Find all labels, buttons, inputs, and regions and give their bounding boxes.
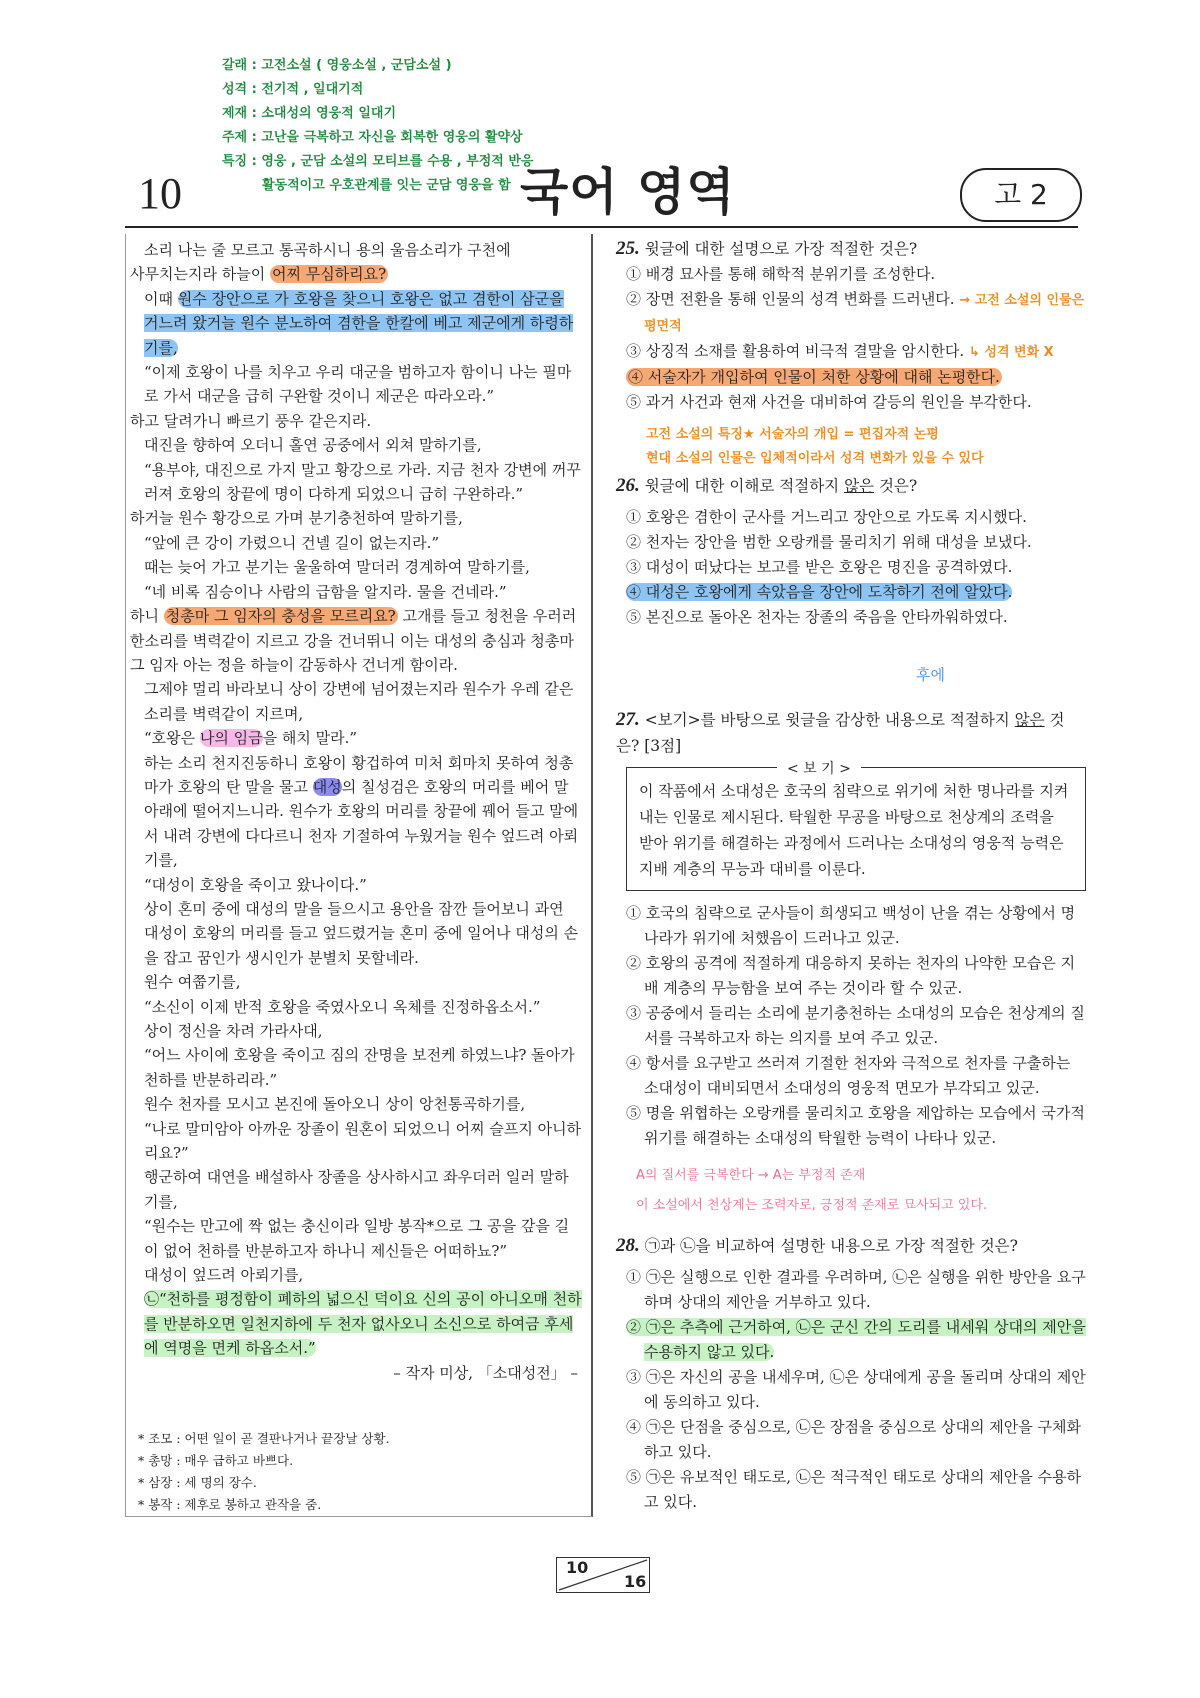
bogi-text: 이 작품에서 소대성은 호국의 침략으로 위기에 처한 명나라를 지켜내는 인물로 제시된다. 탁월한 무공을 바탕으로 천상계의 조력을 받아 위기를 해결하는 과정에서 드러나는 소대성의 영웅적 능력은 지배 계층의 무능과 대비를 이룬다. [639,782,1069,878]
passage-line: 하거늘 원수 황강으로 가며 분기충천하여 말하기를, [130,509,463,528]
q26-option-5[interactable]: ⑤ 본진으로 돌아온 천자는 장졸의 죽음을 안타까워하였다. [626,608,1008,626]
note-character: 성격 : 전기적 , 일대기적 [222,82,364,97]
bogi-title: < 보 기 > [777,756,861,782]
passage-line: 하니 청총마 그 임자의 충성을 모르리요? 고개를 들고 청천을 우러러 한소리를 벽력같이 지르고 강을 건너뛰니 이는 대성의 충심과 청총마 그 임자 아는 정을 하늘이 감동하사 건너게 함이라. [130,607,577,674]
passage-line: 사무치는지라 하늘이 어찌 무심하리요? [130,265,387,284]
passage-line: “이제 호왕이 나를 치우고 우리 대군을 범하고자 함이니 나는 필마로 가서 대군을 급히 구완할 것이니 제군은 따라오라.” [144,363,572,406]
passage-line: 상이 혼미 중에 대성의 말을 들으시고 용안을 잠깐 들어보니 과연 대성이 호왕의 머리를 들고 엎드렸거늘 혼미 중에 일어나 대성의 손을 잡고 꿈인가 생시인가 분별치 못할네라. [144,899,579,967]
q27-option-2[interactable]: ② 호왕의 공격에 적절하게 대응하지 못하는 천자의 나약한 모습은 지배 계층의 무능함을 보여 주는 것이라 할 수 있군. [626,954,1076,997]
total-pages: 16 [624,1572,647,1591]
passage-line: 원수 천자를 모시고 본진에 돌아오니 상이 앙천통곡하기를, [144,1095,526,1114]
q25-option-1[interactable]: ① 배경 묘사를 통해 해학적 분위기를 조성한다. [626,265,936,283]
passage-line: “어느 사이에 호왕을 죽이고 짐의 잔명을 보전케 하였느냐? 돌아가 천하를 반분하리라.” [144,1046,575,1089]
note-modern-character: 현대 소설의 인물은 입체적이라서 성격 변화가 있을 수 있다 [646,451,984,466]
footnotes [138,1428,578,1516]
passage-line: 하고 달려가니 빠르기 풍우 같은지라. [130,411,372,430]
passage-line: “대성이 호왕을 죽이고 왔나이다.” [144,875,367,894]
q27-notes [636,1161,1086,1221]
passage-line: 소리 나는 줄 모르고 통곡하시니 용의 울음소리가 구천에 [144,241,511,259]
q26-option-4[interactable]: ④ 대성은 호왕에게 속았음을 장안에 도착하기 전에 알았다. [626,583,1013,601]
passage-line [130,1287,582,1360]
note-heaven-positive: 이 소설에서 천상계는 조력자로, 긍정적 존재로 묘사되고 있다. [636,1198,988,1213]
q27-option-3[interactable]: ③ 공중에서 들리는 소리에 분기충천하는 소대성의 모습은 천상계의 질서를 극복하고자 하는 의지를 보여 주고 있군. [626,1004,1085,1047]
q25-option-2[interactable]: ② 장면 전환을 통해 인물의 성격 변화를 드러낸다. → 고전 소설의 인물은 평면적 [626,290,1085,334]
note-flat-character: → 고전 소설의 인물은 평면적 [644,293,1085,334]
note-theme: 주제 : 고난을 극복하고 자신을 회복한 영웅의 활약상 [222,130,523,145]
note-subject: 제재 : 소대성의 영웅적 일대기 [222,106,396,121]
footnote: * 조모 : 어떤 일이 곧 결판나거나 끝장날 상황. [138,1431,390,1446]
note-feature-2: 활동적이고 우호관계를 잇는 군담 영웅을 함 [262,178,511,193]
note-negative-entity: A의 질서를 극복한다 → A는 부정적 존재 [636,1168,866,1183]
q25-option-3[interactable]: ③ 상징적 소재를 활용하여 비극적 결말을 암시한다. ↳ 성격 변화 X [626,342,1054,360]
passage-line: 하는 소리 천지진동하니 호왕이 황겁하여 미처 회마치 못하여 청총마가 호왕의 탄 말을 물고 대성의 칠성검은 호왕의 머리를 베어 말 아래에 떨어지느니라. 원수가 호왕의 머리를 창끝에 꿰어 들고 말에서 내려 강변에 다다르니 천자 기절하여 누웠거늘 원수 엎드려 아뢰기를, [144,753,579,870]
question-25-stem: 25. 윗글에 대한 설명으로 가장 적절한 것은? [616,238,918,259]
passage-line: 때는 늦어 가고 분기는 울울하여 말더러 경계하여 말하기를, [144,558,530,577]
page-number: 10 [138,169,182,218]
q25-option-4[interactable]: ④ 서술자가 개입하여 인물이 처한 상황에 대해 논평한다. [628,368,1000,386]
q26-option-2[interactable]: ② 천자는 장안을 범한 오랑캐를 물리치기 위해 대성을 보냈다. [626,533,1032,551]
q28-option-3[interactable]: ③ ㉠은 자신의 공을 내세우며, ㉡은 상대에게 공을 돌리며 상대의 제안에 동의하고 있다. [626,1368,1086,1411]
grade-badge: 고 2 [960,168,1082,222]
highlight-orange: 어찌 무심하리요? [271,265,387,284]
note-feature: 특징 : 영웅 , 군담 소설의 모티브를 수용 , 부정적 반응 [222,154,534,169]
q28-option-5[interactable]: ⑤ ㉠은 유보적인 태도로, ㉡은 적극적인 태도로 상대의 제안을 수용하고 있다. [626,1468,1081,1511]
bogi-box [626,761,1086,891]
note-editorial-comment: 고전 소설의 특징★ 서술자의 개입 = 편집자적 논평 [646,427,939,442]
handwritten-summary-notes [222,54,534,198]
highlight-green: ㉡“천하를 평정함이 폐하의 넓으신 덕이요 신의 공이 아니오매 천하를 반분하오면 일천지하에 두 천자 없사오니 소신으로 하여금 후세에 역명을 면케 하옵소서.” [144,1290,582,1358]
q27-option-1[interactable]: ① 호국의 침략으로 군사들이 희생되고 백성이 난을 겪는 상황에서 명나라가 위기에 처했음이 드러나고 있군. [626,904,1076,947]
passage-line: 원수 여쭙기를, [144,973,241,992]
passage-line: 대진을 향하여 오더니 홀연 공중에서 외쳐 말하기를, [144,436,482,455]
highlight-pink: 나의 임금 [199,729,263,748]
passage-line: “용부야, 대진으로 가지 말고 황강으로 가라. 지금 천자 강변에 꺼꾸러져 호왕의 창끝에 명이 다하게 되었으니 급히 구완하라.” [144,460,581,504]
passage-line: “네 비록 짐승이나 사람의 급함을 알지라. 물을 건네라.” [144,582,507,601]
current-page: 10 [566,1558,589,1577]
question-27-stem: 27. <보기>를 바탕으로 윗글을 감상한 내용으로 적절하지 않은 것은? [3점] [616,709,1065,755]
passage-text [130,238,582,1385]
question-26-stem: 26. 윗글에 대한 이해로 적절하지 않은 것은? [616,475,918,496]
note-no-change: ↳ 성격 변화 X [968,345,1054,360]
passage-line: “호왕은 나의 임금을 해치 말라.” [144,729,358,748]
passage-line: 대성이 엎드려 아뢰기를, [144,1266,304,1285]
questions-column [616,236,1086,1515]
q27-option-5[interactable]: ⑤ 명을 위협하는 오랑캐를 물리치고 호왕을 제압하는 모습에서 국가적 위기를 해결하는 소대성의 탁월한 능력이 나타나 있군. [626,1104,1085,1147]
highlight-orange: 청총마 그 임자의 충성을 모르리요? [165,607,396,626]
q26-option-3[interactable]: ③ 대성이 떠났다는 보고를 받은 호왕은 명진을 공격하였다. [626,558,1013,576]
highlight-purple: 대성 [312,777,342,796]
q27-option-4[interactable]: ④ 항서를 요구받고 쓰러져 기절한 천자와 극적으로 천자를 구출하는 소대성이 대비되면서 소대성의 영웅적 면모가 부각되고 있군. [626,1054,1071,1097]
q28-option-4[interactable]: ④ ㉠은 단점을 중심으로, ㉡은 장점을 중심으로 상대의 제안을 구체화하고 있다. [626,1418,1081,1461]
passage-line: “앞에 큰 강이 가렸으니 건넬 길이 없는지라.” [144,533,440,552]
highlight-blue: 원수 장안으로 가 호왕을 찾으니 호왕은 없고 겸한이 삼군을 거느려 왔거늘 원수 분노하여 겸한을 한칼에 베고 제군에게 하령하기를, [144,289,574,357]
footnote: * 총망 : 매우 급하고 바쁘다. [138,1453,294,1468]
passage-source: – 작자 미상, 「소대성전」 – [393,1363,578,1382]
footnote: * 삼장 : 세 명의 장수. [138,1475,257,1490]
q28-option-1[interactable]: ① ㉠은 실행으로 인한 결과를 우려하며, ㉡은 실행을 위한 방안을 요구하며 상대의 제안을 거부하고 있다. [626,1268,1086,1311]
header-rule [125,226,1078,228]
passage-line: “원수는 만고에 짝 없는 충신이라 일방 봉작*으로 그 공을 갚을 길이 없어 천하를 반분하고자 하나니 제신들은 어떠하뇨?” [144,1217,570,1260]
passage-line: “나로 말미암아 아까운 장졸이 원혼이 되었으니 어찌 슬프지 아니하리요?” [144,1119,582,1163]
passage-line: 그제야 멀리 바라보니 상이 강변에 넘어졌는지라 원수가 우레 같은 소리를 벽력같이 지르며, [144,680,574,723]
q28-option-2[interactable]: ② ㉠은 추측에 근거하여, ㉡은 군신 간의 도리를 내세워 상대의 제안을 수용하지 않고 있다. [626,1318,1086,1361]
q26-option-1[interactable]: ① 호왕은 겸한이 군사를 거느리고 장안으로 가도록 지시했다. [626,508,1027,526]
note-genre: 갈래 : 고전소설 ( 영웅소설 , 군담소설 ) [222,58,452,73]
question-28-stem: 28. ㉠과 ㉡을 비교하여 설명한 내용으로 가장 적절한 것은? [616,1235,1018,1256]
subject-title: 국어 영역 [520,163,736,221]
passage-line: “소신이 이제 반적 호왕을 죽였사오니 옥체를 진정하옵소서.” [144,997,541,1016]
q25-option-5[interactable]: ⑤ 과거 사건과 현재 사건을 대비하여 갈등의 원인을 부각한다. [626,393,1032,411]
q25-bottom-notes [646,423,1086,471]
passage-line: 이때 원수 장안으로 가 호왕을 찾으니 호왕은 없고 겸한이 삼군을 거느려 왔거늘 원수 분노하여 겸한을 한칼에 베고 제군에게 하령하기를, [144,289,574,357]
passage-line: 상이 정신을 차려 가라사대, [144,1022,323,1040]
footnote: * 봉작 : 제후로 봉하고 관작을 줌. [138,1497,322,1512]
passage-line: 행군하여 대연을 배설하사 장졸을 상사하시고 좌우더러 일러 말하기를, [144,1168,569,1211]
note-later: 후에 [916,666,945,684]
